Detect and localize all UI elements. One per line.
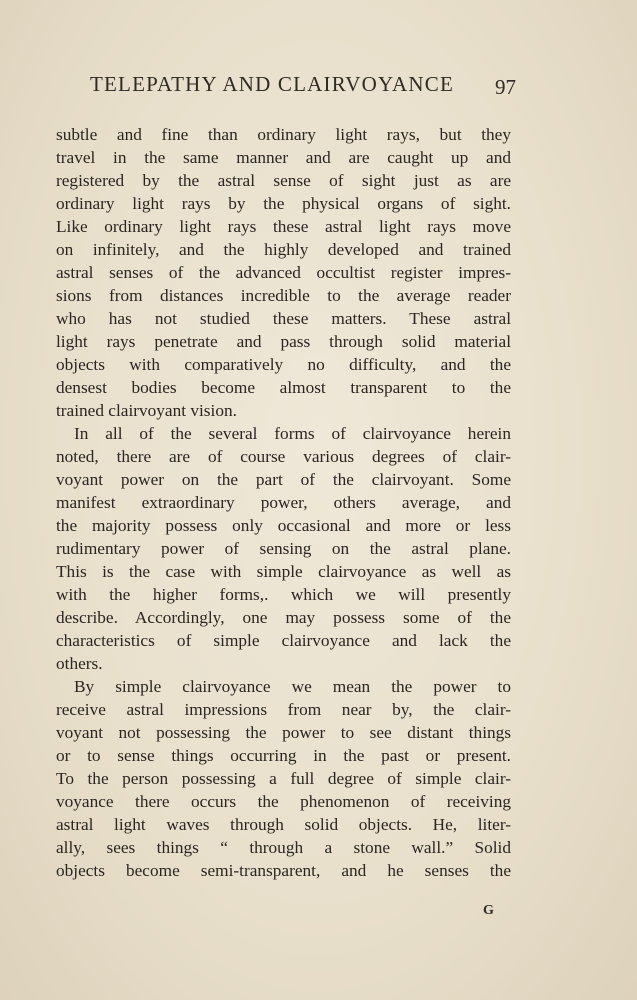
text-line: This is the case with simple clairvoyance as well as (56, 562, 511, 581)
text-line: objects become semi-transparent, and he senses the (56, 861, 511, 880)
text-line: travel in the same manner and are caught up and (56, 148, 511, 167)
text-line: astral senses of the advanced occultist register impres- (56, 263, 511, 282)
text-line: light rays penetrate and pass through solid material (56, 332, 511, 351)
running-title: TELEPATHY AND CLAIRVOYANCE (90, 72, 454, 96)
signature-mark: G (483, 903, 494, 918)
text-line: or to sense things occurring in the past or present. (56, 746, 511, 765)
text-line: subtle and fine than ordinary light rays, but they (56, 125, 511, 144)
text-line: To the person possessing a full degree of simple clair- (56, 769, 511, 788)
text-line: others. (56, 654, 103, 673)
paragraph-start-line: By simple clairvoyance we mean the power to (74, 677, 511, 696)
text-line: objects with comparatively no difficulty, and the (56, 355, 511, 374)
text-line: characteristics of simple clairvoyance and lack the (56, 631, 511, 650)
page-number: 97 (495, 75, 516, 99)
text-line: astral light waves through solid objects. He, liter- (56, 815, 511, 834)
text-line: on infinitely, and the highly developed and trained (56, 240, 511, 259)
text-line: with the higher forms,. which we will presently (56, 585, 511, 604)
text-line: describe. Accordingly, one may possess some of the (56, 608, 511, 627)
body-text (56, 123, 511, 882)
text-line: voyant power on the part of the clairvoyant. Some (56, 470, 511, 489)
text-line: rudimentary power of sensing on the astral plane. (56, 539, 511, 558)
text-line: ordinary light rays by the physical organs of sight. (56, 194, 511, 213)
text-line: receive astral impressions from near by, the clair- (56, 700, 511, 719)
text-line: Like ordinary light rays these astral light rays move (56, 217, 511, 236)
paragraph-start-line: In all of the several forms of clairvoyance herein (74, 424, 511, 443)
text-line: ally, sees things “ through a stone wall.” Solid (56, 838, 511, 857)
text-line: who has not studied these matters. These astral (56, 309, 511, 328)
text-line: trained clairvoyant vision. (56, 401, 237, 420)
text-line: registered by the astral sense of sight just as are (56, 171, 511, 190)
text-line: voyance there occurs the phenomenon of receiving (56, 792, 511, 811)
running-header (90, 72, 520, 102)
text-line: noted, there are of course various degrees of clair- (56, 447, 511, 466)
text-line: densest bodies become almost transparent to the (56, 378, 511, 397)
text-line: manifest extraordinary power, others average, and (56, 493, 511, 512)
text-line: the majority possess only occasional and more or less (56, 516, 511, 535)
text-line: sions from distances incredible to the average reader (56, 286, 511, 305)
text-line: voyant not possessing the power to see distant things (56, 723, 511, 742)
